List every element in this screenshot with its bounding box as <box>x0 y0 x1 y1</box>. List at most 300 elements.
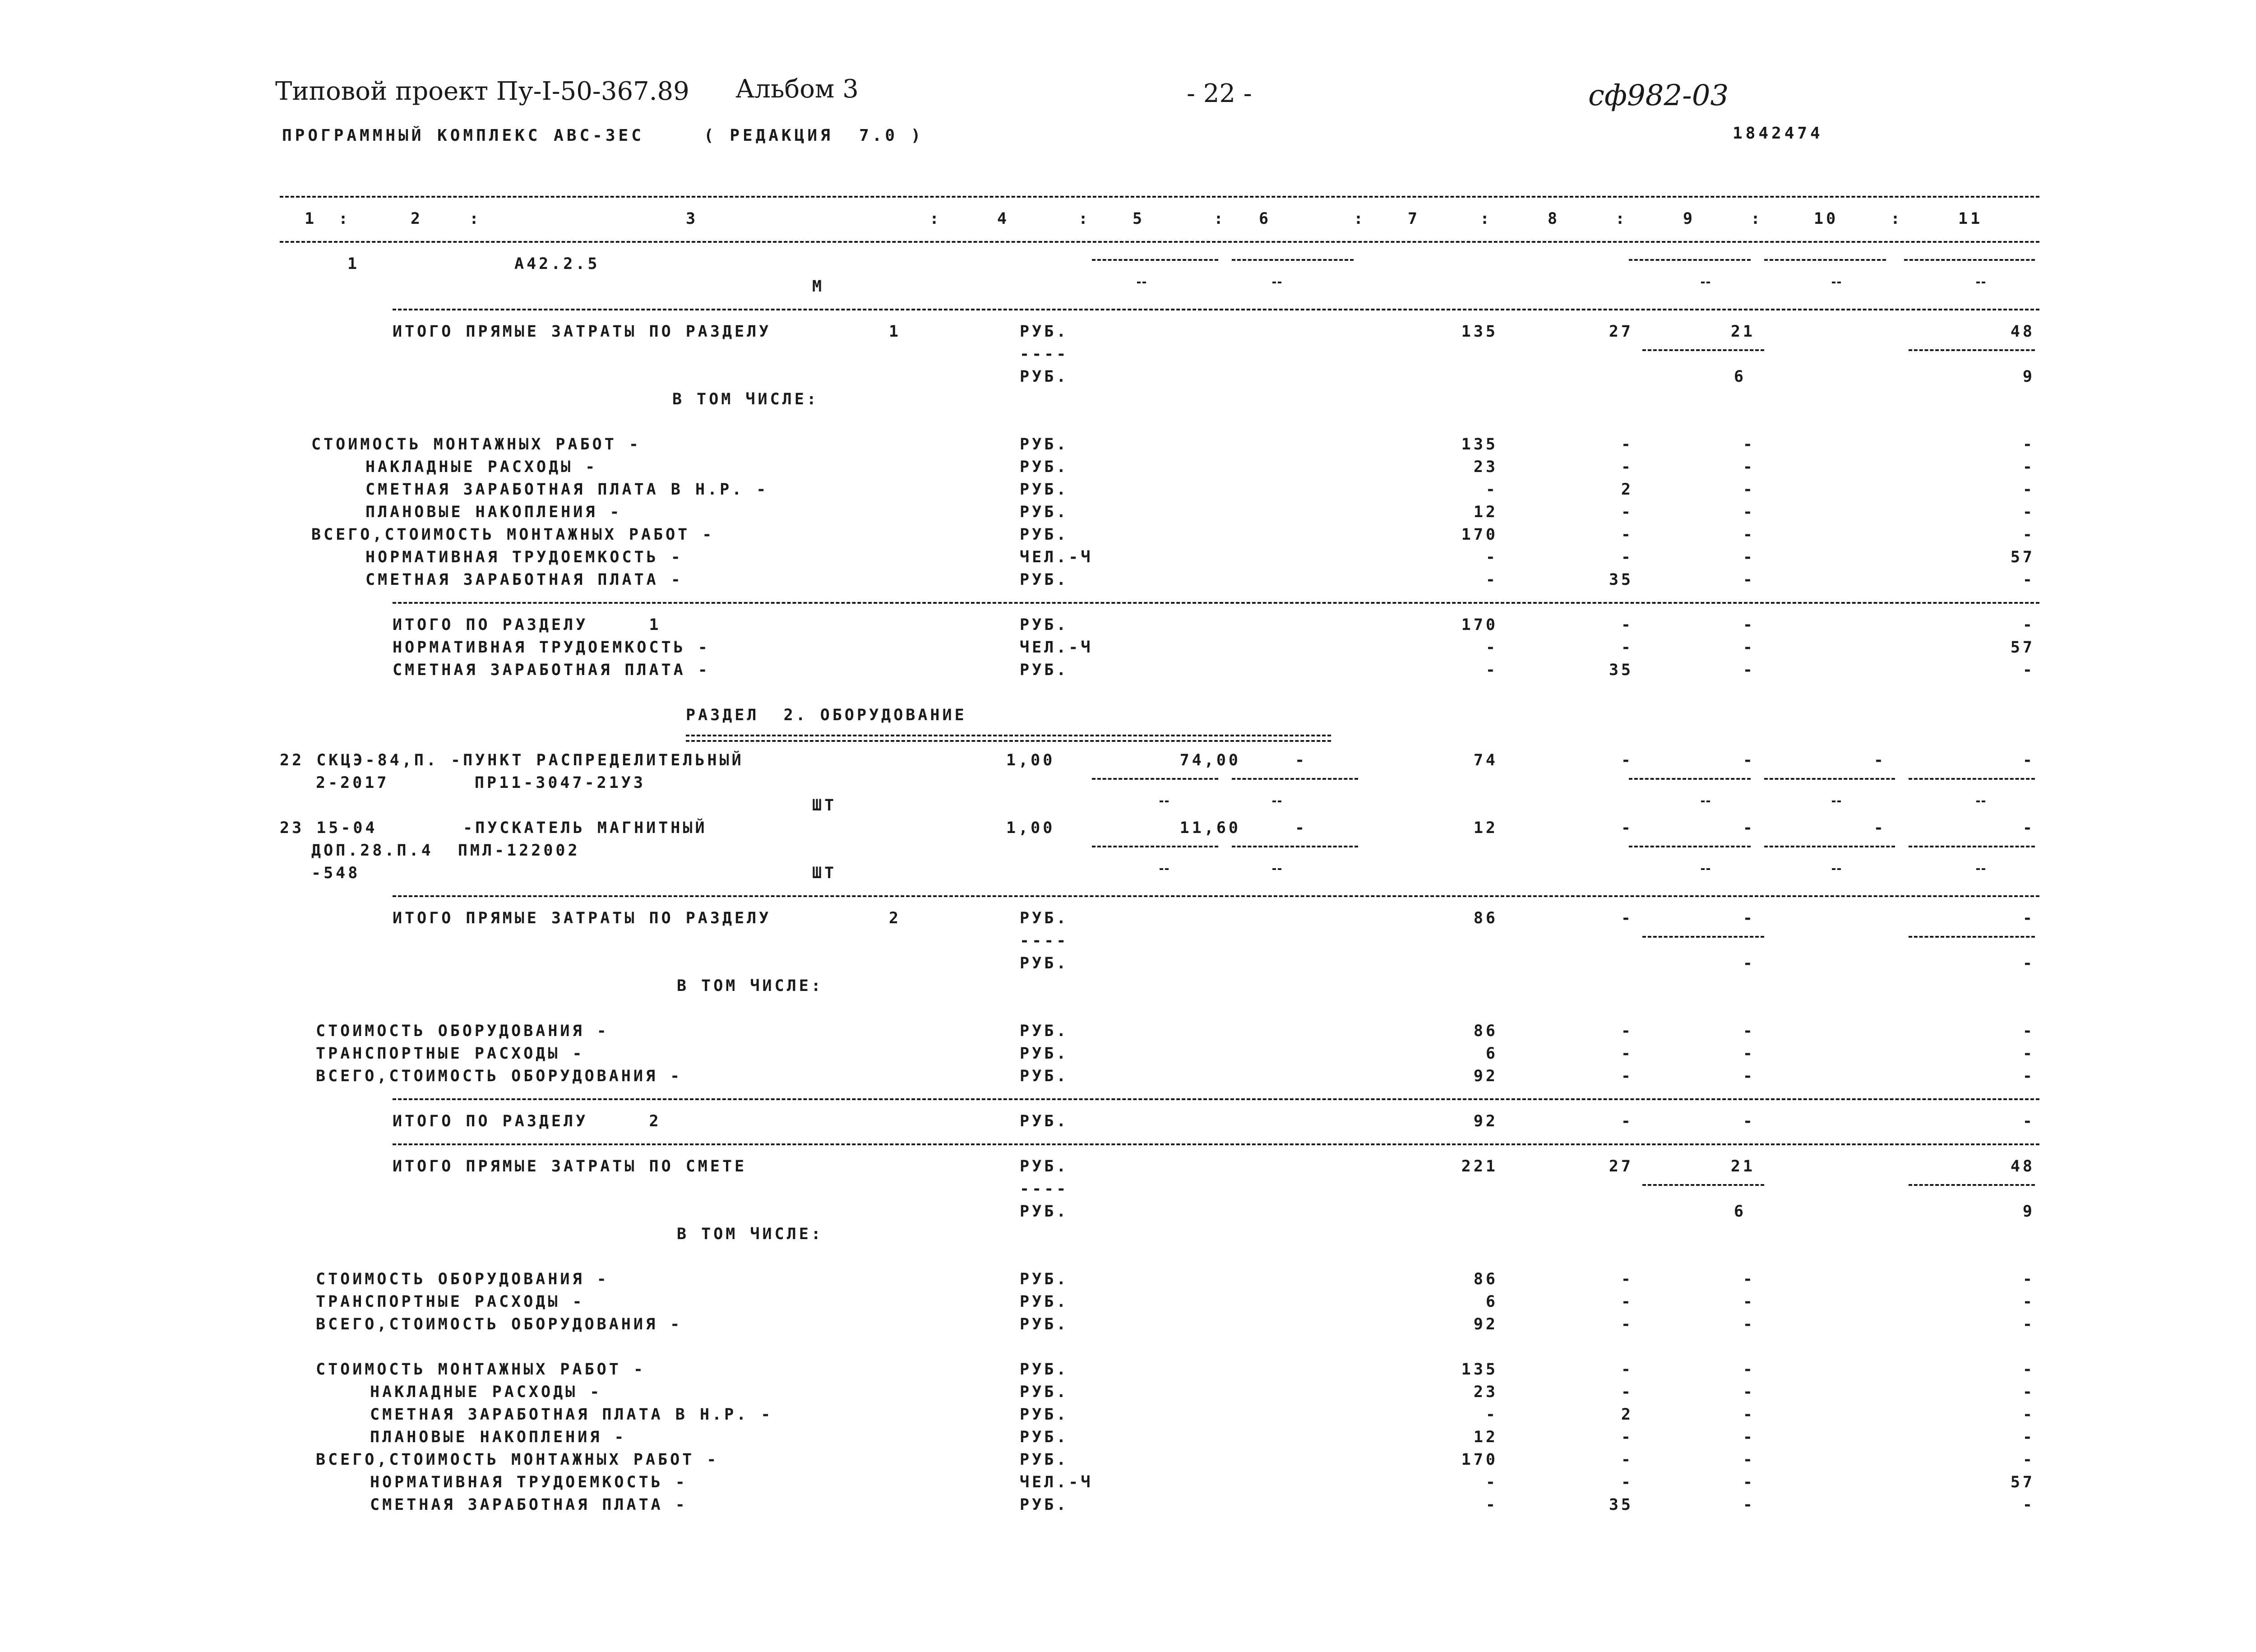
col8-value: - <box>1621 639 1633 657</box>
col8-value: - <box>1621 1293 1633 1311</box>
col7-value: 74 <box>1473 751 1498 769</box>
col8-value: - <box>1621 1360 1633 1379</box>
s2-title-row <box>280 704 2039 727</box>
row-unit: РУБ. <box>1020 1428 1069 1446</box>
price-dashes <box>1629 259 1751 261</box>
col9-value: - <box>1743 1473 1755 1491</box>
item-23-row <box>280 817 2039 839</box>
col9-value: - <box>1743 548 1755 566</box>
col9-value: - <box>1743 751 1755 769</box>
row-label: СМЕТНАЯ ЗАРАБОТНАЯ ПЛАТА - <box>370 1496 688 1514</box>
row-label: ПЛАНОВЫЕ НАКОПЛЕНИЯ - <box>365 503 622 521</box>
price-dashes <box>1272 282 1281 283</box>
est-mt-line <box>280 1448 2039 1471</box>
row-unit: РУБ. <box>1020 1406 1069 1424</box>
col9-value: - <box>1743 1112 1755 1130</box>
col11-value: - <box>2022 526 2035 544</box>
including-label: В ТОМ ЧИСЛЕ: <box>677 977 823 995</box>
row-unit: РУБ. <box>1020 571 1069 589</box>
column-number: 3 <box>686 210 698 228</box>
s2-total-line <box>280 1110 2039 1133</box>
item-price: 74,00 <box>1179 751 1241 769</box>
col8-value: - <box>1621 1045 1633 1063</box>
col11-value: - <box>2022 1315 2035 1333</box>
col11-value: 9 <box>2022 1203 2035 1221</box>
col9-value: - <box>1743 481 1755 499</box>
row-unit: РУБ. <box>1020 368 1069 386</box>
col7-value: 6 <box>1485 1045 1498 1063</box>
s2-line <box>280 1065 2039 1087</box>
item-1-row <box>280 253 2039 275</box>
col11-value: - <box>2022 571 2035 589</box>
col9-value: 21 <box>1730 1157 1755 1175</box>
spacer <box>280 411 2039 433</box>
s2-direct-sub2-row <box>280 952 2039 975</box>
col8-value: 2 <box>1621 1406 1633 1424</box>
col7-value: 135 <box>1461 1360 1498 1379</box>
est-direct-row <box>280 1155 2039 1178</box>
row-unit: РУБ. <box>1020 1293 1069 1311</box>
col11-value: - <box>2022 1496 2035 1514</box>
col8-value: - <box>1621 819 1633 837</box>
col8-value: - <box>1621 616 1633 634</box>
row-unit: РУБ. <box>1020 458 1069 476</box>
col8-value: - <box>1621 548 1633 566</box>
col11-value: - <box>2022 1067 2035 1085</box>
row-label: ТРАНСПОРТНЫЕ РАСХОДЫ - <box>316 1045 585 1063</box>
col11-value: - <box>2022 503 2035 521</box>
col9-value: - <box>1743 1270 1755 1288</box>
s1-line <box>280 433 2039 456</box>
col8-value: - <box>1621 1383 1633 1401</box>
row-unit: РУБ. <box>1020 954 1069 972</box>
s1-direct-sub2-row <box>280 366 2039 388</box>
price-dashes <box>1232 259 1354 261</box>
item-22-row3 <box>280 794 2039 817</box>
column-number: 8 <box>1548 210 1560 228</box>
price-dashes <box>1137 282 1146 283</box>
row-label: СТОИМОСТЬ ОБОРУДОВАНИЯ - <box>316 1022 609 1040</box>
s2-line <box>280 1042 2039 1065</box>
col8-value: - <box>1621 751 1633 769</box>
col7-value: - <box>1485 639 1498 657</box>
row-unit: РУБ. <box>1020 1157 1069 1175</box>
price-dashes <box>1160 868 1169 870</box>
col8-value: - <box>1621 1315 1633 1333</box>
s1-line <box>280 546 2039 569</box>
col11-value: 48 <box>2010 323 2035 341</box>
col9-value: - <box>1743 1067 1755 1085</box>
col9-value: - <box>1743 1451 1755 1469</box>
col11-value: 57 <box>2010 639 2035 657</box>
col9-value: - <box>1743 1428 1755 1446</box>
row-unit: ЧЕЛ.-Ч <box>1020 1473 1093 1491</box>
col7-value: 12 <box>1473 503 1498 521</box>
s1-line <box>280 456 2039 478</box>
col9-value: 6 <box>1734 1203 1746 1221</box>
col11-value: - <box>2022 661 2035 679</box>
row-label: СМЕТНАЯ ЗАРАБОТНАЯ ПЛАТА - <box>365 571 683 589</box>
col8-value: - <box>1621 458 1633 476</box>
col9-value: - <box>1743 661 1755 679</box>
item-line: 2-2017 ПР11-3047-21У3 <box>316 774 646 792</box>
item-23-row2 <box>280 839 2039 862</box>
item-qty: 1,00 <box>1006 819 1055 837</box>
col11-value: - <box>2022 751 2035 769</box>
col11-value: - <box>2022 1022 2035 1040</box>
est-mt-line <box>280 1471 2039 1494</box>
col8-value: - <box>1621 526 1633 544</box>
subtotal-dashes <box>1909 349 2035 351</box>
col7-value: 92 <box>1473 1315 1498 1333</box>
col7-value: 23 <box>1473 458 1498 476</box>
row-label: СМЕТНАЯ ЗАРАБОТНАЯ ПЛАТА В Н.Р. - <box>365 481 769 499</box>
row-unit: РУБ. <box>1020 1315 1069 1333</box>
column-separator: : <box>1891 210 1903 228</box>
including-label: В ТОМ ЧИСЛЕ: <box>677 1225 823 1243</box>
s1-line <box>280 478 2039 501</box>
col7-value: - <box>1485 548 1498 566</box>
col9-value: - <box>1743 954 1755 972</box>
item-line: 22 СКЦЭ-84,П. -ПУНКТ РАСПРЕДЕЛИТЕЛЬНЫЙ <box>280 751 744 769</box>
col8-value: 35 <box>1609 571 1633 589</box>
col7-value: 92 <box>1473 1067 1498 1085</box>
row-unit: РУБ. <box>1020 1451 1069 1469</box>
col7-value: 86 <box>1473 1022 1498 1040</box>
col8-value: - <box>1621 1022 1633 1040</box>
project-title: Типовой проект Пу-I-50-367.89 <box>275 77 689 106</box>
column-separator: : <box>1078 210 1091 228</box>
est-incl-row <box>280 1223 2039 1245</box>
price-dashes <box>1832 868 1841 870</box>
price-dashes <box>1909 778 2035 780</box>
column-separator: : <box>469 210 482 228</box>
col8-value: - <box>1621 1428 1633 1446</box>
col8-value: - <box>1621 435 1633 453</box>
section-title: РАЗДЕЛ 2. ОБОРУДОВАНИЕ <box>686 706 967 724</box>
row-unit: РУБ. <box>1020 1045 1069 1063</box>
s1-total-line <box>280 659 2039 681</box>
estimate-table <box>280 185 2039 1539</box>
s2-line <box>280 1020 2039 1042</box>
subtotal-dashes <box>1642 349 1764 351</box>
row-unit: РУБ. <box>1020 1270 1069 1288</box>
row-unit: РУБ. <box>1020 481 1069 499</box>
edition-label: ( РЕДАКЦИЯ 7.0 ) <box>704 126 924 145</box>
row-label: ВСЕГО,СТОИМОСТЬ ОБОРУДОВАНИЯ - <box>316 1067 683 1085</box>
row-unit: РУБ. <box>1020 909 1069 927</box>
row-label: СТОИМОСТЬ МОНТАЖНЫХ РАБОТ - <box>316 1360 646 1379</box>
price-dashes <box>1764 846 1895 847</box>
col9-value: - <box>1743 503 1755 521</box>
col8-value: - <box>1621 909 1633 927</box>
row-label: СТОИМОСТЬ МОНТАЖНЫХ РАБОТ - <box>311 435 641 453</box>
col7-value: 86 <box>1473 909 1498 927</box>
column-number: 1 <box>305 210 317 228</box>
item-unit: М <box>812 278 825 296</box>
col9-value: - <box>1743 1315 1755 1333</box>
item-unit: ШТ <box>812 796 837 814</box>
s1-total-line <box>280 614 2039 636</box>
col8-value: - <box>1621 1451 1633 1469</box>
row-unit: РУБ. <box>1020 616 1069 634</box>
direct-label: ИТОГО ПРЯМЫЕ ЗАТРАТЫ ПО СМЕТЕ <box>393 1157 747 1175</box>
col7-value: 170 <box>1461 1451 1498 1469</box>
col7-value: - <box>1485 1496 1498 1514</box>
col7-value: 170 <box>1461 616 1498 634</box>
col11-value: 48 <box>2010 1157 2035 1175</box>
section-1-rule <box>280 298 2039 320</box>
s2-lines-rule <box>280 1087 2039 1110</box>
price-dashes <box>1764 259 1886 261</box>
col9-value: 21 <box>1730 323 1755 341</box>
row-unit: РУБ. <box>1020 1360 1069 1379</box>
column-number: 7 <box>1408 210 1420 228</box>
col7-value: 135 <box>1461 323 1498 341</box>
col9-value: - <box>1743 526 1755 544</box>
column-number: 4 <box>997 210 1010 228</box>
item-code: А42.2.5 <box>514 255 600 273</box>
price-dashes <box>1976 282 1985 283</box>
col7-value: - <box>1485 571 1498 589</box>
row-label: ТРАНСПОРТНЫЕ РАСХОДЫ - <box>316 1293 585 1311</box>
col9-value: - <box>1743 616 1755 634</box>
column-separator: : <box>1354 210 1366 228</box>
col11-value: - <box>2022 616 2035 634</box>
column-separator: : <box>1615 210 1628 228</box>
price-dashes <box>1272 801 1281 802</box>
s1-total-line <box>280 636 2039 659</box>
est-mt-line <box>280 1403 2039 1426</box>
col7-value: 12 <box>1473 819 1498 837</box>
subtotal-dashes <box>1909 936 2035 938</box>
row-label: СМЕТНАЯ ЗАРАБОТНАЯ ПЛАТА - <box>393 661 710 679</box>
program-name: ПРОГРАММНЫЙ КОМПЛЕКС АВС-3ЕС <box>282 126 644 145</box>
item-price: 11,60 <box>1179 819 1241 837</box>
col9-value: - <box>1743 1360 1755 1379</box>
col6-value: - <box>1295 819 1308 837</box>
row-unit: РУБ. <box>1020 1203 1069 1221</box>
row-unit: РУБ. <box>1020 1067 1069 1085</box>
row-label: НОРМАТИВНАЯ ТРУДОЕМКОСТЬ - <box>393 639 710 657</box>
spacer <box>280 1245 2039 1268</box>
unit-dash: ---- <box>1020 932 1069 950</box>
col8-value: - <box>1621 503 1633 521</box>
col7-value: 23 <box>1473 1383 1498 1401</box>
price-dashes <box>1232 778 1358 780</box>
s2-total-rule <box>280 1133 2039 1155</box>
col9-value: 6 <box>1734 368 1746 386</box>
row-label: ИТОГО ПО РАЗДЕЛУ 1 <box>393 616 661 634</box>
price-dashes <box>1160 801 1169 802</box>
item-22-row <box>280 749 2039 772</box>
col9-value: - <box>1743 1383 1755 1401</box>
inventory-number: 1842474 <box>1733 124 1823 143</box>
item-line: 23 15-04 -ПУСКАТЕЛЬ МАГНИТНЫЙ <box>280 819 707 837</box>
row-label: НОРМАТИВНАЯ ТРУДОЕМКОСТЬ - <box>365 548 683 566</box>
s1-direct-row <box>280 320 2039 343</box>
header-bottom-rule <box>280 230 2039 253</box>
col10-value: - <box>1873 819 1886 837</box>
unit-dash: ---- <box>1020 345 1069 363</box>
column-separator: : <box>929 210 942 228</box>
col8-value: 35 <box>1609 661 1633 679</box>
col9-value: - <box>1743 1293 1755 1311</box>
column-number: 5 <box>1133 210 1145 228</box>
column-number: 10 <box>1814 210 1839 228</box>
price-dashes <box>1976 868 1985 870</box>
col11-value: - <box>2022 819 2035 837</box>
price-dashes <box>1701 282 1710 283</box>
spacer <box>280 681 2039 704</box>
est-eq-line <box>280 1291 2039 1313</box>
s2-items-rule <box>280 884 2039 907</box>
row-unit: РУБ. <box>1020 1496 1069 1514</box>
col8-value: - <box>1621 1473 1633 1491</box>
row-unit: РУБ. <box>1020 1022 1069 1040</box>
item-line: -548 <box>311 864 361 882</box>
direct-label: ИТОГО ПРЯМЫЕ ЗАТРАТЫ ПО РАЗДЕЛУ <box>393 323 772 341</box>
direct-label: ИТОГО ПРЯМЫЕ ЗАТРАТЫ ПО РАЗДЕЛУ <box>393 909 772 927</box>
price-dashes <box>1092 259 1218 261</box>
est-mt-line <box>280 1494 2039 1516</box>
col11-value: 57 <box>2010 548 2035 566</box>
col7-value: - <box>1485 661 1498 679</box>
price-dashes <box>1764 778 1895 780</box>
spacer <box>280 997 2039 1020</box>
col8-value: 35 <box>1609 1496 1633 1514</box>
col11-value: - <box>2022 1293 2035 1311</box>
column-number: 2 <box>411 210 423 228</box>
row-label: НАКЛАДНЫЕ РАСХОДЫ - <box>370 1383 602 1401</box>
row-unit: РУБ. <box>1020 1383 1069 1401</box>
col11-value: - <box>2022 435 2035 453</box>
row-unit: ЧЕЛ.-Ч <box>1020 639 1093 657</box>
col9-value: - <box>1743 1045 1755 1063</box>
column-separator: : <box>1751 210 1763 228</box>
col9-value: - <box>1743 1496 1755 1514</box>
row-unit: РУБ. <box>1020 661 1069 679</box>
col8-value: - <box>1621 1112 1633 1130</box>
col8-value: 27 <box>1609 1157 1633 1175</box>
column-separator: : <box>1214 210 1226 228</box>
s1-incl-row <box>280 388 2039 411</box>
row-label: СТОИМОСТЬ ОБОРУДОВАНИЯ - <box>316 1270 609 1288</box>
col7-value: - <box>1485 481 1498 499</box>
subtotal-dashes <box>1642 1184 1764 1186</box>
col11-value: 9 <box>2022 368 2035 386</box>
col8-value: 27 <box>1609 323 1633 341</box>
price-dashes <box>1832 801 1841 802</box>
col8-value: - <box>1621 1067 1633 1085</box>
item-line: ДОП.28.П.4 ПМЛ-122002 <box>311 842 580 860</box>
column-separator: : <box>1480 210 1493 228</box>
col6-value: - <box>1295 751 1308 769</box>
col11-value: - <box>2022 1360 2035 1379</box>
col11-value: - <box>2022 1406 2035 1424</box>
col11-value: - <box>2022 1112 2035 1130</box>
col7-value: 6 <box>1485 1293 1498 1311</box>
est-mt-line <box>280 1358 2039 1381</box>
s2-direct-row <box>280 907 2039 930</box>
item-22-row2 <box>280 772 2039 794</box>
col7-value: 86 <box>1473 1270 1498 1288</box>
row-unit: РУБ. <box>1020 323 1069 341</box>
col9-value: - <box>1743 909 1755 927</box>
col8-value: - <box>1621 1270 1633 1288</box>
est-mt-line <box>280 1426 2039 1448</box>
item-unit: ШТ <box>812 864 837 882</box>
col7-value: 12 <box>1473 1428 1498 1446</box>
col11-value: - <box>2022 481 2035 499</box>
row-unit: РУБ. <box>1020 526 1069 544</box>
price-dashes <box>1272 868 1281 870</box>
col7-value: 135 <box>1461 435 1498 453</box>
row-label: НАКЛАДНЫЕ РАСХОДЫ - <box>365 458 598 476</box>
column-number: 9 <box>1683 210 1696 228</box>
col9-value: - <box>1743 819 1755 837</box>
section-number: 2 <box>889 909 901 927</box>
row-unit: РУБ. <box>1020 435 1069 453</box>
price-dashes <box>1232 846 1358 847</box>
col8-value: 2 <box>1621 481 1633 499</box>
est-eq-line <box>280 1268 2039 1291</box>
including-label: В ТОМ ЧИСЛЕ: <box>672 390 819 408</box>
s1-direct-sub-row <box>280 343 2039 366</box>
column-header-row <box>280 208 2039 230</box>
price-dashes <box>1092 778 1218 780</box>
est-direct-sub2-row <box>280 1200 2039 1223</box>
row-label: СМЕТНАЯ ЗАРАБОТНАЯ ПЛАТА В Н.Р. - <box>370 1406 773 1424</box>
col7-value: 221 <box>1461 1157 1498 1175</box>
col11-value: 57 <box>2010 1473 2035 1491</box>
col11-value: - <box>2022 909 2035 927</box>
col9-value: - <box>1743 1022 1755 1040</box>
item-number: 1 <box>347 255 360 273</box>
album-label: Альбом 3 <box>735 74 859 104</box>
column-separator: : <box>338 210 351 228</box>
col9-value: - <box>1743 458 1755 476</box>
est-eq-line <box>280 1313 2039 1336</box>
s1-lines-rule <box>280 591 2039 614</box>
subtotal-dashes <box>1642 936 1764 938</box>
s1-line <box>280 501 2039 523</box>
price-dashes <box>1629 846 1751 847</box>
col11-value: - <box>2022 1383 2035 1401</box>
price-dashes <box>1701 801 1710 802</box>
section-number: 1 <box>889 323 901 341</box>
col11-value: - <box>2022 458 2035 476</box>
s2-direct-sub-row <box>280 930 2039 952</box>
col11-value: - <box>2022 1451 2035 1469</box>
col9-value: - <box>1743 1406 1755 1424</box>
col11-value: - <box>2022 1045 2035 1063</box>
price-dashes <box>1629 778 1751 780</box>
col7-value: 170 <box>1461 526 1498 544</box>
price-dashes <box>1904 259 2035 261</box>
est-mt-line <box>280 1381 2039 1403</box>
col9-value: - <box>1743 435 1755 453</box>
s1-line <box>280 569 2039 591</box>
row-label: ВСЕГО,СТОИМОСТЬ МОНТАЖНЫХ РАБОТ - <box>311 526 715 544</box>
row-label: ПЛАНОВЫЕ НАКОПЛЕНИЯ - <box>370 1428 627 1446</box>
column-number: 6 <box>1259 210 1271 228</box>
row-unit: ЧЕЛ.-Ч <box>1020 548 1093 566</box>
document-code: сф982-03 <box>1588 79 1729 112</box>
item-1-unit-row <box>280 275 2039 298</box>
s1-line <box>280 523 2039 546</box>
column-number: 11 <box>1958 210 1983 228</box>
